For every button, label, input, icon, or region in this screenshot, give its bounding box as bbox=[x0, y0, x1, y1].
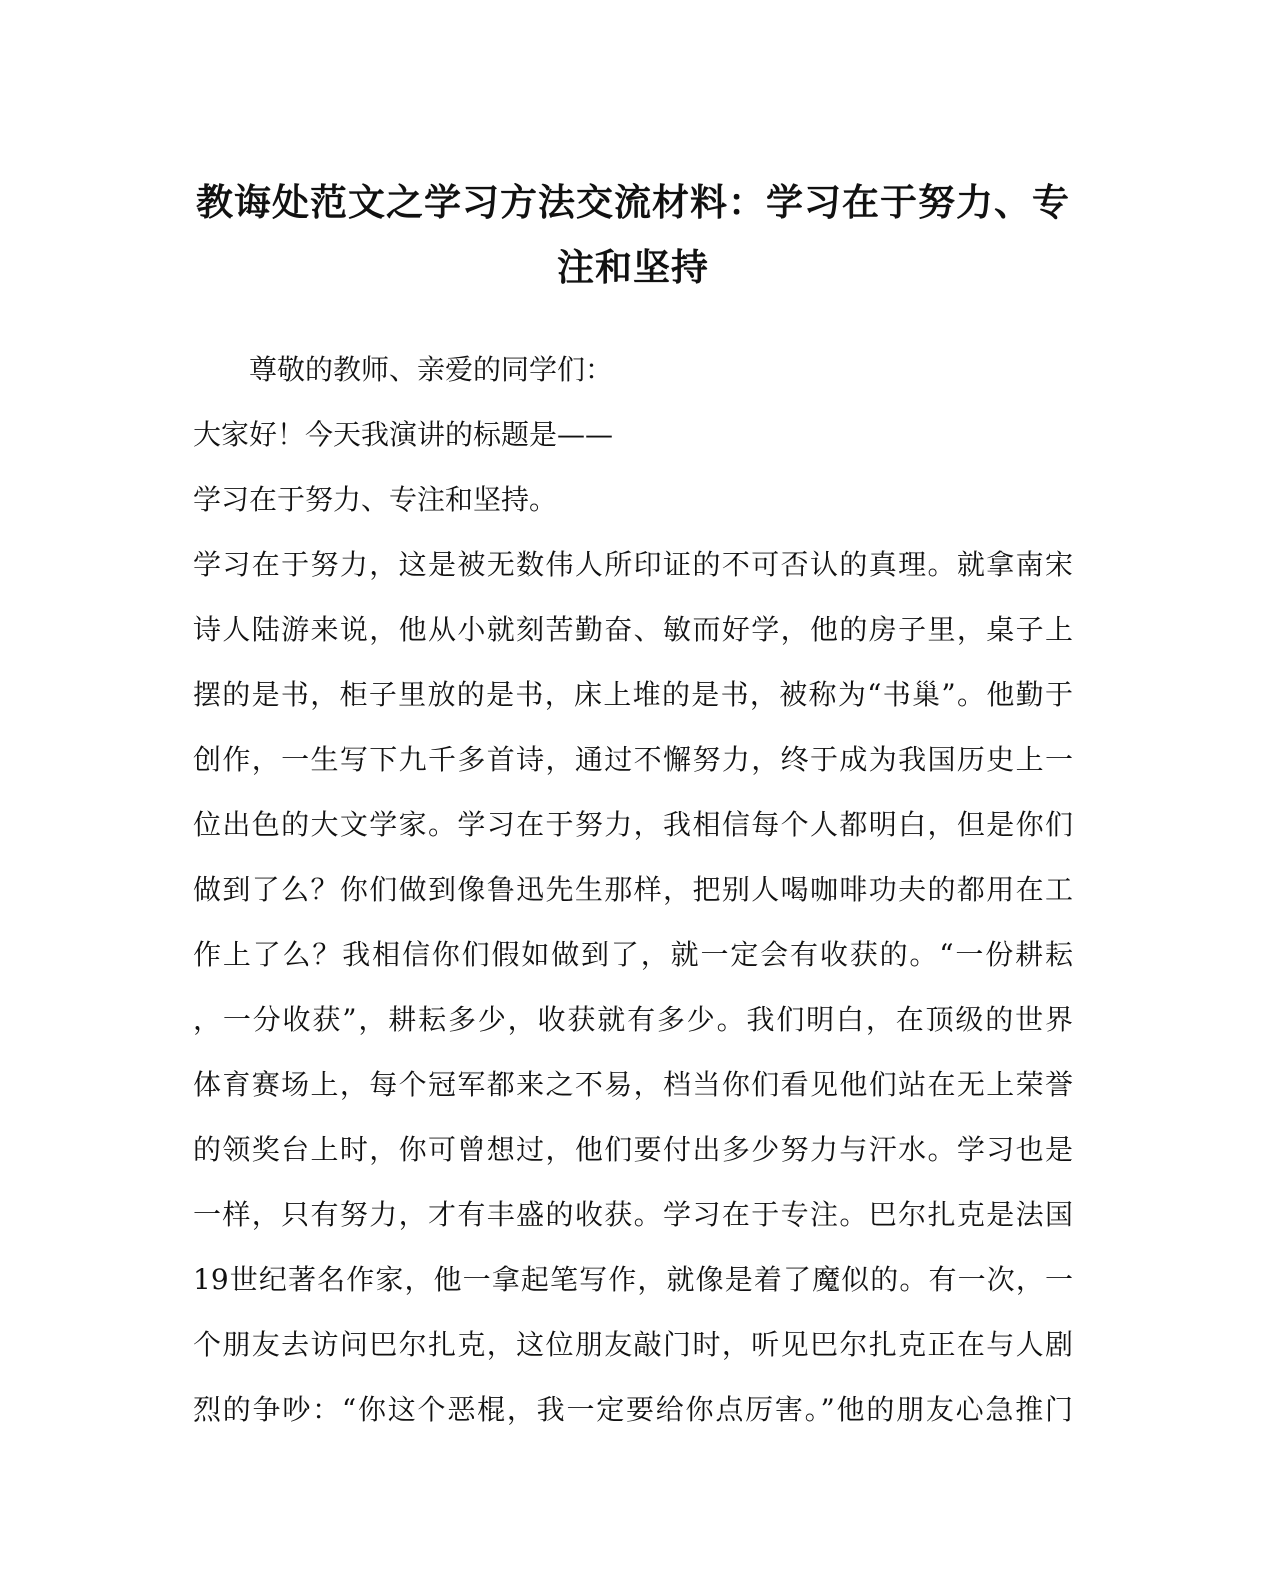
paragraph-line: 体育赛场上，每个冠军都来之不易，档当你们看见他们站在无上荣誉 bbox=[193, 1068, 1073, 1101]
document-body bbox=[193, 337, 1073, 1442]
title-line-1: 教诲处范文之学习方法交流材料：学习在于努力、专 bbox=[196, 180, 1070, 224]
speech-topic: 学习在于努力、专注和坚持。 bbox=[193, 483, 558, 516]
paragraph-line: 个朋友去访问巴尔扎克，这位朋友敲门时，听见巴尔扎克正在与人剧 bbox=[193, 1328, 1073, 1361]
paragraph-line: 诗人陆游来说，他从小就刻苦勤奋、敏而好学，他的房子里，桌子上 bbox=[193, 613, 1073, 646]
paragraph-line: ，一分收获”，耕耘多少，收获就有多少。我们明白，在顶级的世界 bbox=[193, 1003, 1073, 1036]
paragraph-line: 创作，一生写下九千多首诗，通过不懈努力，终于成为我国历史上一 bbox=[193, 743, 1073, 776]
paragraph-line: 19世纪著名作家，他一拿起笔写作，就像是着了魔似的。有一次，一 bbox=[193, 1263, 1073, 1296]
title-line-2: 注和坚持 bbox=[557, 245, 709, 289]
greeting: 大家好！今天我演讲的标题是—— bbox=[193, 418, 614, 451]
paragraph-line: 做到了么？你们做到像鲁迅先生那样，把别人喝咖啡功夫的都用在工 bbox=[193, 873, 1073, 906]
paragraph-line: 的领奖台上时，你可曾想过，他们要付出多少努力与汗水。学习也是 bbox=[193, 1133, 1073, 1166]
paragraph-line: 作上了么？我相信你们假如做到了，就一定会有收获的。“一份耕耘 bbox=[193, 938, 1073, 971]
salutation: 尊敬的教师、亲爱的同学们： bbox=[249, 353, 614, 386]
body-paragraph bbox=[193, 532, 1073, 1442]
paragraph-line: 烈的争吵：“你这个恶棍，我一定要给你点厉害。”他的朋友心急推门 bbox=[193, 1393, 1073, 1426]
paragraph-line: 一样，只有努力，才有丰盛的收获。学习在于专注。巴尔扎克是法国 bbox=[193, 1198, 1073, 1231]
paragraph-line: 摆的是书，柜子里放的是书，床上堆的是书，被称为“书巢”。他勤于 bbox=[193, 678, 1073, 711]
paragraph-line: 学习在于努力，这是被无数伟人所印证的不可否认的真理。就拿南宋 bbox=[193, 548, 1073, 581]
paragraph-line: 位出色的大文学家。学习在于努力，我相信每个人都明白，但是你们 bbox=[193, 808, 1073, 841]
document-title bbox=[193, 170, 1073, 300]
